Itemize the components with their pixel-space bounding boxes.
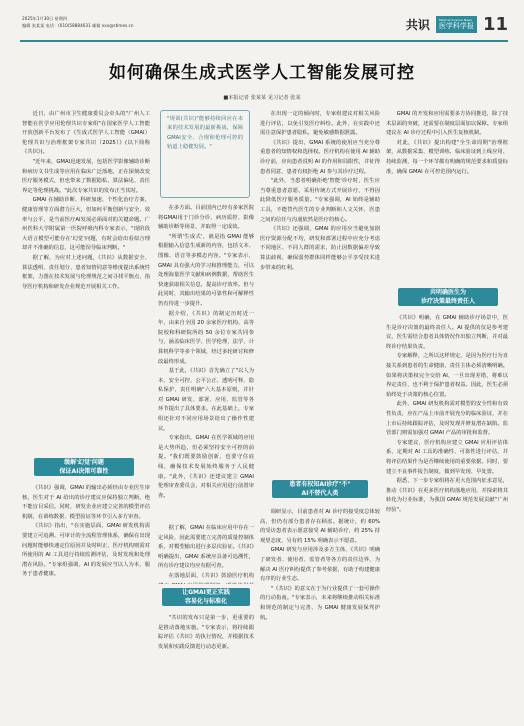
paragraph: 据了解，为应对上述问题，《共识》从数据安全、算法透明、责任划分、患者知情同意等维度提出系统性框架，力图在技术发展与伦理规范之间寻找平衡点，指导医疗机构和研发企业规范开展相关工作。 [22,254,150,290]
paragraph: GMAI 在辅助诊断、科研加速、个性化治疗方案、健康管理等方面潜力巨大，但如何平衡创新与安全、效率与公平，是当前医疗AI发展必须面对的关键命题。广州医科大学附属第一医院呼吸内科专家表示，"现阶段大语言模型可能存在'幻觉'问题，有时会给出看似合理却并不准确的信息，这可能误导临床判断。" [22,197,150,252]
subhead-line: 缓解'幻觉'问题 [64,459,104,466]
paragraph: 基于此，《共识》首先确立了"以人为本、安全可控、公平公正、透明可释、隐私保护、责任明确"六大基本原则，并针对 GMAI 研发、部署、应用、监管等各环节提出了具体要求。在此基础上，专家组还针对不同应用场景给出了操作性建议。 [158,368,254,432]
paper-logo [436,16,477,33]
column-4-lower [386,314,508,712]
paragraph: 《共识》指出，"在实施层面，GMAI 研发机构需要建立可追溯、可审计的全流程管理体系，确保在出现问题时能够快速定位原因并及时纠正，医疗机构则需对所使用的 AI 工具进行持续监测评估，及时发现和处理潜在风险。"专家组强调，AI 的发展应当以人为本，服务于患者健康。 [22,523,150,578]
subhead-line: AI不替代人类 [301,490,339,497]
masthead [406,14,508,35]
column-2-mid [158,524,254,584]
subhead-2 [162,588,250,606]
column-1-lower [22,484,150,712]
subhead-line: 让GMAI更正实践 [182,589,230,596]
subhead-line: 保证AI决策可靠性 [59,468,109,475]
paragraph: 《共识》还强调，GMAI 的应用应当避免加剧医疗资源分配不均，研发和部署过程中应充分考虑不同地区、不同人群的需求，防止因数据偏差导致算法歧视，确保弱势群体同样能够公平享受技术进步带来的红利。 [260,226,380,271]
paragraph: 此外，GMAI 研发机构需对模型的安全性和有效性负责，应在产品上市前开展充分的临床验证，并在上市后持续跟踪评估，及时发现并修复潜在缺陷。监管部门则需加强对 GMAI 产品的审批和监督。 [386,401,508,437]
paper-cn: 医学科学报 [438,22,474,30]
subhead-line: 诊疗决策最终责任人 [420,298,475,305]
paragraph: 在多方面。目前国内已经有多家医院将GMAI用于门诊分诊、病历质控、影像辅助诊断等场景，并取得一定成效。 [158,205,254,231]
editor-line: 编辑 张某某 电话：(010)58884031 邮箱 xxx@stimes.cn [22,23,134,28]
subhead-4 [398,288,498,306]
column-3 [260,110,380,476]
paragraph: "此外，当患者明确拒绝'智能'诊疗时，医生应当尊重患者意愿，采用传统方式开展诊疗，不得因此降低医疗服务质量。"专家强调，AI 始终是辅助工具，不能替代医生的专业判断和人文关怀，医患之间的信任与沟通依然是医疗的核心。 [260,178,380,223]
paragraph: GMAI 的开发和应用需要多方协同推进，除了技术层面的突破，还需要在制度层面加以保障。专家组建议在 AI 诊疗过程中引入医生复核机制。 [386,111,508,137]
subhead-line: 患者有权知AI诊疗"不" [289,481,351,488]
article-title: 如何确保生成式医学人工智能发展可控 [109,63,415,83]
paragraph: "共识的发布只是第一步，更重要的是推动落地实施。"专家表示，将持续跟踪评估《共识》的执行情况，并根据技术发展和实践反馈进行动态更新。 [158,615,254,650]
header-rule [20,40,508,42]
paragraph: 专家指出，GMAI 在医学领域的应用是大势所趋，但必须坚持安全可控的前提。"我们既要鼓励创新，也要守住底线，确保技术发展始终服务于人民健康。"此外，《共识》还建议建立 GMAI 伦理审查委员会，对相关应用进行前置审查。 [158,435,254,499]
page-number: 11 [482,14,508,35]
byline: ■本报记者 张某某 见习记者 张某 [223,95,301,101]
section-name: 共识 [405,18,430,32]
paragraph: 专家建议，医疗机构应建立 GMAI 应用评估体系，定期对 AI 工具的准确性、可靠性进行评估，并将评估结果作为是否继续使用的重要依据。同时，要建立不良事件报告制度，做到早发现、早处置。 [386,439,508,475]
date-line: 2025年1月30日 星期四 [22,16,68,21]
paragraph: 《共识》明确，在 GMAI 辅助诊疗场景中，医生是诊疗决策的最终责任人。AI 提供的仅是参考建议，医生需结合患者具体情况作出独立判断，并对最终诊疗结果负责。 [386,315,508,350]
paragraph: 据悉，下一步专家组将在更大范围内征求意见，推动《共识》在更多医疗机构落地应用，并探索将其转化为行业标准，为我国 GMAI 规范发展贡献"广州经验"。 [386,478,508,513]
header-meta [22,15,134,29]
column-2 [158,204,254,522]
subhead-line: 容易化与标准化 [184,598,227,605]
paper-en: Medical Science News [438,18,473,22]
paragraph: 调研显示，目前患者对 AI 诊疗的接受度总体较高，但仍有部分患者存在顾虑。据统计，约 60% 的受访患者表示愿意接受 AI 辅助诊疗，约 25% 持观望态度，另有约 15% 明确表示不愿意。 [260,509,380,544]
paragraph: 在落地层面，《共识》鼓励医疗机构 [168,572,254,579]
subhead-3 [272,480,368,498]
subhead-1 [34,458,134,476]
paragraph: 据了解，GMAI 在临床应用中存在一定风险，因此需要建立完善的质量控制体系，对模型输出进行多层次验证。《共识》明确提出，GMAI 系统应具备可追溯性，所有诊疗建议均应有据可查。 [158,525,254,570]
paragraph: "《共识》的意义在于为行业提供了一套可操作的行动指南。"专家表示，未来将继续推动相关标准和规范的制定与完善，为 GMAI 健康发展保驾护航。 [260,585,380,621]
paragraph: 《共识》提出，GMAI 系统的使用应当充分尊重患者的知情权和选择权。医疗机构在使用 AI 辅助诊疗前，应向患者说明 AI 的作用和局限性，并征得患者同意，患者有权拒绝 AI 参与其诊疗过程。 [260,139,380,175]
subhead-line: 共明确医生为 [429,289,466,296]
paragraph: "所谓'生成式'，就是指 GMAI 能够根据输入信息生成新的内容，包括文本、图像、语音等多模态内容。"专家表示，GMAI 具有强大的学习和推理能力，可以处理海量医学文献和病例数据，帮助医生快速获取相关信息，提高诊疗效率。但与此同时，其输出结果的可靠性和可解释性仍有待进一步提升。 [158,233,254,307]
paragraph: 在出现一定的倾向时，专家组建议对相关风险进行评估，以免引发医疗纠纷。此外，在实践中还需注意保护患者隐私，避免敏感数据泄露。 [260,111,380,137]
column-2-lower [158,614,254,712]
paragraph: 专家解释，之所以这样规定，是因为医疗行为直接关系到患者的生命健康，责任主体必须清晰明确。如果将决策权完全交给 AI，一旦出现差错，将难以界定责任，也不利于保护患者权益。因此，医生必须始终处于决策的核心位置。 [386,353,508,398]
paragraph: 近日，由广州市卫生健康委员会牵头的"广州人工智能在医学应用伦理共识专家组"在国家医学人工智能开放创新平台发布了《生成式医学人工智能（GMAI）伦理共识与治理框架专家共识（2025）》(以下简称《共识》)。 [22,111,150,156]
paragraph: 据介绍，《共识》的制定历时近一年，由来自全国 20 余家医疗机构、高等院校和科研院所的 50 余位专家共同参与，涵盖临床医学、医学伦理、法学、计算机科学等多个领域，经过多轮研讨和修改最终形成。 [158,310,254,365]
pull-quote: "规训(共识)"能够持续回应在未来的技术发展的最新挑战，保障GMAI安全、合规和伦理可控的轨道上稳健发展。" [160,110,250,198]
paragraph: 《共识》强调，GMAI 的输出必须经由专业医生审核，医生对于 AI 给出的诊疗建议应保持独立判断，绝不能盲目采信。同时，研发企业应建立完善的模型评估机制，在训练数据、模型验证等环节引入多方审查。 [22,485,150,520]
paragraph: GMAI 研发与应用涉及多方主体，《共识》明确了研发者、使用者、监管者等各方的责任边界，为解决 AI 医疗纠纷提供了参考依据，有助于构建健康有序的行业生态。 [260,547,380,583]
column-3-lower [260,508,380,712]
paragraph: 对此，《共识》提出构建"全生命周期"治理框架，从数据采集、模型训练、临床验证到上线应用、持续监测，每一个环节都有明确的规范要求和质量标准，确保 GMAI 在可控范围内运行。 [386,139,508,175]
paragraph: "近年来，GMAI迅速发展，包括医学影像辅助诊断和病历文书生成等应用在临床广泛落地，正在深刻改变医疗服务模式，但也带来了数据隐私、算法偏见、责任界定等伦理挑战。"此次专家共识的发布正当其时。 [22,158,150,194]
column-1 [22,110,150,454]
column-4 [386,110,508,284]
